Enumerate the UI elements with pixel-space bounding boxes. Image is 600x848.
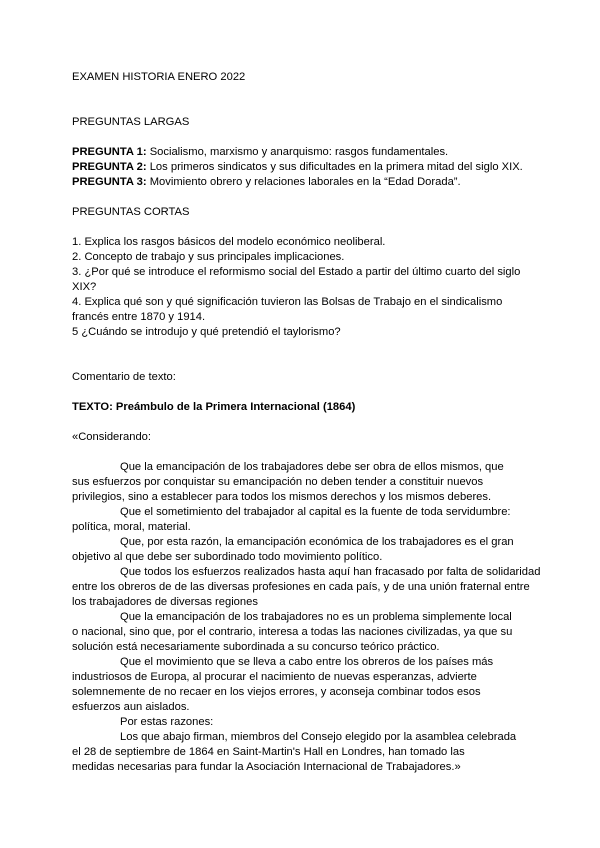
short-question-line: francés entre 1870 y 1914. (72, 311, 206, 323)
short-question-line: 2. Concepto de trabajo y sus principales implicaciones. (72, 251, 345, 263)
paragraph-line: los trabajadores de diversas regiones (72, 596, 258, 608)
paragraph-line: medidas necesarias para fundar la Asociación Internacional de Trabajadores.» (72, 761, 461, 773)
paragraph-line: Por estas razones: (120, 716, 214, 728)
preamble-text (72, 460, 541, 775)
long-question (72, 160, 532, 175)
paragraph-line: política, moral, material. (72, 521, 191, 533)
paragraph-line: solución está necesariamente subordinada a su concurso teórico práctico. (72, 641, 440, 653)
short-question-line: 1. Explica los rasgos básicos del modelo económico neoliberal. (72, 236, 386, 248)
preamble-paragraph (72, 610, 532, 655)
question-text: Los primeros sindicatos y sus dificultades en la primera mitad del siglo XIX. (146, 161, 523, 173)
paragraph-line: Que el sometimiento del trabajador al capital es la fuente de toda servidumbre: (120, 506, 511, 518)
paragraph-line: Que el movimiento que se lleva a cabo entre los obreros de los países más (120, 656, 494, 668)
paragraph-line: el 28 de septiembre de 1864 en Saint-Martin's Hall en Londres, han tomado las (72, 746, 465, 758)
exam-document (72, 70, 541, 775)
long-question (72, 145, 532, 160)
long-question (72, 175, 532, 190)
preamble-paragraph (72, 565, 541, 610)
paragraph-line: objetivo al que debe ser subordinado todo movimiento político. (72, 551, 383, 563)
paragraph-line: solemnemente de no recaer en los viejos errores, y aconseja combinar todos esos (72, 686, 481, 698)
paragraph-line: entre los obreros de de las diversas profesiones en cada país, y de una unión fraternal entre (72, 581, 530, 593)
short-question-line: 5 ¿Cuándo se introdujo y qué pretendió el taylorismo? (72, 326, 341, 338)
text-title-bold: TEXTO: Preámbulo de la Primera Internacional (1864) (72, 401, 356, 413)
long-questions-list (72, 145, 532, 190)
preamble-paragraph (72, 535, 532, 565)
paragraph-line: Que, por esta razón, la emancipación económica de los trabajadores es el gran (120, 536, 514, 548)
short-question-line: XIX? (72, 281, 97, 293)
question-label: PREGUNTA 1: (72, 146, 147, 158)
exam-title: EXAMEN HISTORIA ENERO 2022 (72, 71, 246, 83)
commentary-label: Comentario de texto: (72, 371, 176, 383)
text-opening: «Considerando: (72, 431, 151, 443)
preamble-paragraph (72, 505, 532, 535)
paragraph-line: Que todos los esfuerzos realizados hasta aquí han fracasado por falta de solidaridad (120, 566, 541, 578)
preamble-paragraph (72, 460, 532, 505)
preamble-paragraph (72, 715, 532, 730)
short-question-line: 4. Explica qué son y qué significación tuvieron las Bolsas de Trabajo en el sindicalismo (72, 296, 503, 308)
paragraph-line: Los que abajo firman, miembros del Consejo elegido por la asamblea celebrada (120, 731, 517, 743)
question-text: Movimiento obrero y relaciones laborales en la “Edad Dorada”. (146, 176, 461, 188)
preamble-paragraph (72, 655, 532, 715)
paragraph-line: privilegios, sino a establecer para todos los mismos derechos y los mismos deberes. (72, 491, 492, 503)
paragraph-line: Que la emancipación de los trabajadores no es un problema simplemente local (120, 611, 512, 623)
short-questions-list (72, 235, 532, 340)
preamble-paragraph (72, 730, 532, 775)
short-questions-heading: PREGUNTAS CORTAS (72, 206, 190, 218)
paragraph-line: esfuerzos aun aislados. (72, 701, 190, 713)
question-text: Socialismo, marxismo y anarquismo: rasgos fundamentales. (146, 146, 449, 158)
paragraph-line: Que la emancipación de los trabajadores debe ser obra de ellos mismos, que (120, 461, 504, 473)
paragraph-line: o nacional, sino que, por el contrario, interesa a todas las naciones civilizadas, ya que su (72, 626, 513, 638)
long-questions-heading: PREGUNTAS LARGAS (72, 116, 190, 128)
question-label: PREGUNTA 3: (72, 176, 147, 188)
text-title (72, 400, 532, 415)
paragraph-line: sus esfuerzos por conquistar su emancipación no deben tender a constituir nuevos (72, 476, 484, 488)
short-question-line: 3. ¿Por qué se introduce el reformismo social del Estado a partir del último cuarto del siglo (72, 266, 521, 278)
paragraph-line: industriosos de Europa, al procurar el nacimiento de nuevas esperanzas, advierte (72, 671, 477, 683)
question-label: PREGUNTA 2: (72, 161, 147, 173)
